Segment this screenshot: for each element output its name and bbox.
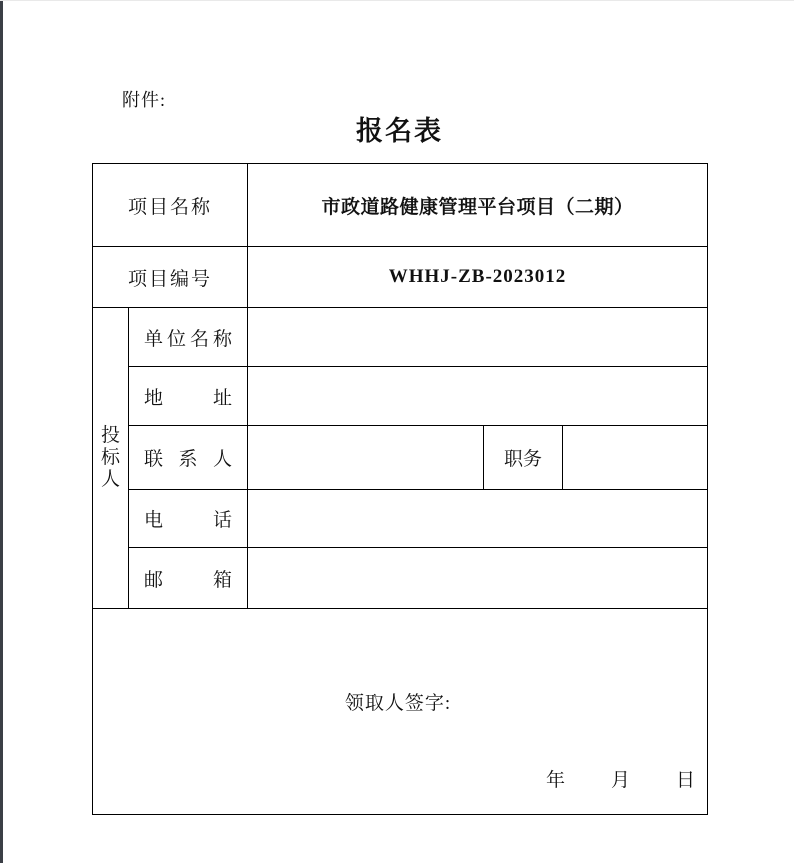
signature-label: 领取人签字: <box>344 692 452 714</box>
page-title: 报名表 <box>356 116 443 146</box>
company-name-input-cell <box>248 308 708 367</box>
contact-input-cell <box>248 426 484 490</box>
company-name-label <box>129 308 248 367</box>
signature-cell <box>93 609 708 815</box>
bidder-char-3: 人 <box>100 469 120 490</box>
bidder-group-label <box>93 308 129 609</box>
address-input-cell <box>248 367 708 426</box>
email-input-cell <box>248 548 708 609</box>
date-line <box>101 765 695 792</box>
project-number-label: 项目编号 <box>93 247 248 308</box>
email-label-text: 邮箱 <box>144 569 232 591</box>
project-name-label: 项目名称 <box>93 164 248 247</box>
bidder-char-2: 标 <box>100 447 120 468</box>
row-phone <box>93 490 708 548</box>
row-project-number <box>93 247 708 308</box>
project-name-value: 市政道路健康管理平台项目（二期） <box>248 164 708 247</box>
date-month-label: 月 <box>611 769 631 791</box>
position-label: 职务 <box>484 426 563 490</box>
registration-form-table <box>92 163 708 815</box>
company-name-label-text: 单位名称 <box>144 328 232 350</box>
contact-label <box>129 426 248 490</box>
position-input-cell <box>563 426 708 490</box>
email-label <box>129 548 248 609</box>
scan-edge-strip <box>0 0 3 863</box>
row-address <box>93 367 708 426</box>
phone-label <box>129 490 248 548</box>
contact-label-text: 联系人 <box>144 449 232 470</box>
top-hairline <box>0 0 794 1</box>
row-email <box>93 548 708 609</box>
row-project-name <box>93 164 708 247</box>
address-label-text: 地址 <box>144 387 232 409</box>
date-year-label: 年 <box>546 769 566 791</box>
address-label <box>129 367 248 426</box>
phone-label-text: 电话 <box>144 510 232 531</box>
bidder-vertical-label <box>93 425 128 491</box>
project-number-value: WHHJ-ZB-2023012 <box>248 247 708 308</box>
attachment-label: 附件: <box>122 90 167 110</box>
date-day-label: 日 <box>676 769 696 791</box>
bidder-char-1: 投 <box>100 425 120 446</box>
row-contact <box>93 426 708 490</box>
phone-input-cell <box>248 490 708 548</box>
row-company-name <box>93 308 708 367</box>
row-signature <box>93 609 708 815</box>
